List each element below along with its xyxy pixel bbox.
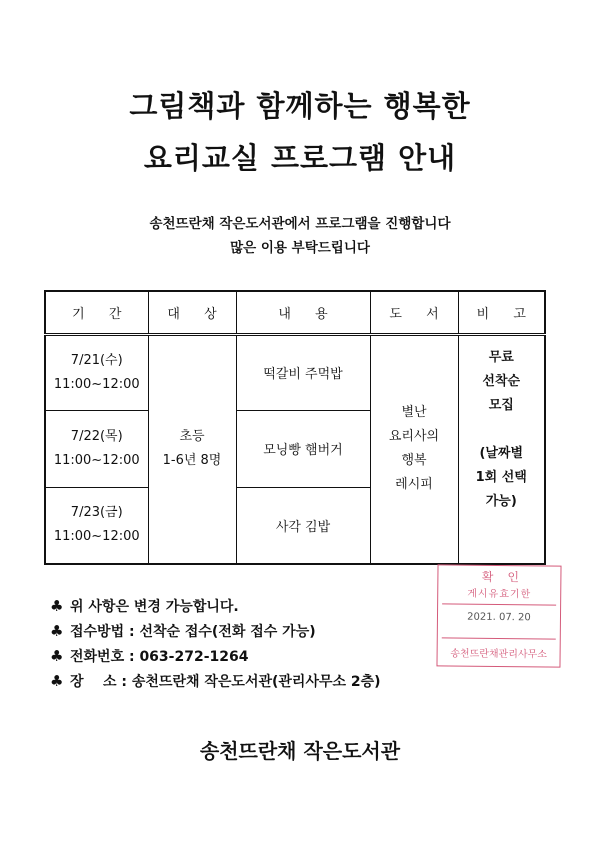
program-table [44,290,546,565]
target-cell: 초등 1-6년 8명 [148,334,236,564]
stamp-title: 확인 [481,569,534,585]
list-item [50,618,381,643]
footer-organization: 송천뜨란채 작은도서관 [199,739,401,763]
document-title-line1: 그림책과 함께하는 행복한 [129,89,471,123]
club-bullet-icon: ♣ [50,646,64,665]
list-item [50,668,381,693]
header-book: 도 서 [370,291,458,334]
note-text: 장 소 : 송천뜨란채 작은도서관(관리사무소 2층) [70,673,381,690]
table-row [45,334,545,411]
list-item [50,593,381,618]
intro-line2: 많은 이용 부탁드립니다 [230,240,370,256]
stamp-subtitle: 게시유효기한 [467,588,532,601]
intro-line1: 송천뜨란채 작은도서관에서 프로그램을 진행합니다 [149,216,451,232]
club-bullet-icon: ♣ [50,596,64,615]
period-cell: 7/23(금) 11:00~12:00 [45,487,148,564]
remarks-cell: 무료 선착순 모집 (날짜별 1회 선택 가능) [458,334,545,564]
period-cell: 7/22(목) 11:00~12:00 [45,411,148,488]
content-cell: 떡갈비 주먹밥 [236,334,370,411]
note-text: 전화번호 : 063-272-1264 [70,648,249,665]
table-header-row [45,291,545,334]
stamp-date: 2021. 07. 20 [467,611,531,624]
header-period: 기 간 [45,291,148,334]
club-bullet-icon: ♣ [50,621,64,640]
header-target: 대 상 [148,291,236,334]
book-cell: 별난 요리사의 행복 레시피 [370,334,458,564]
stamp-divider [442,637,556,639]
notes-list [50,593,381,693]
document-title-line2: 요리교실 프로그램 안내 [143,141,457,175]
header-content: 내 용 [236,291,370,334]
club-bullet-icon: ♣ [50,671,64,690]
stamp-divider [442,603,556,605]
header-remarks: 비 고 [458,291,545,334]
stamp-org: 송천뜨란채관리사무소 [450,648,547,661]
note-text: 접수방법 : 선착순 접수(전화 접수 가능) [70,623,316,640]
content-cell: 사각 김밥 [236,487,370,564]
period-cell: 7/21(수) 11:00~12:00 [45,334,148,411]
list-item [50,643,381,668]
content-cell: 모닝빵 햄버거 [236,411,370,488]
confirmation-stamp [436,564,561,667]
note-text: 위 사항은 변경 가능합니다. [70,598,239,615]
